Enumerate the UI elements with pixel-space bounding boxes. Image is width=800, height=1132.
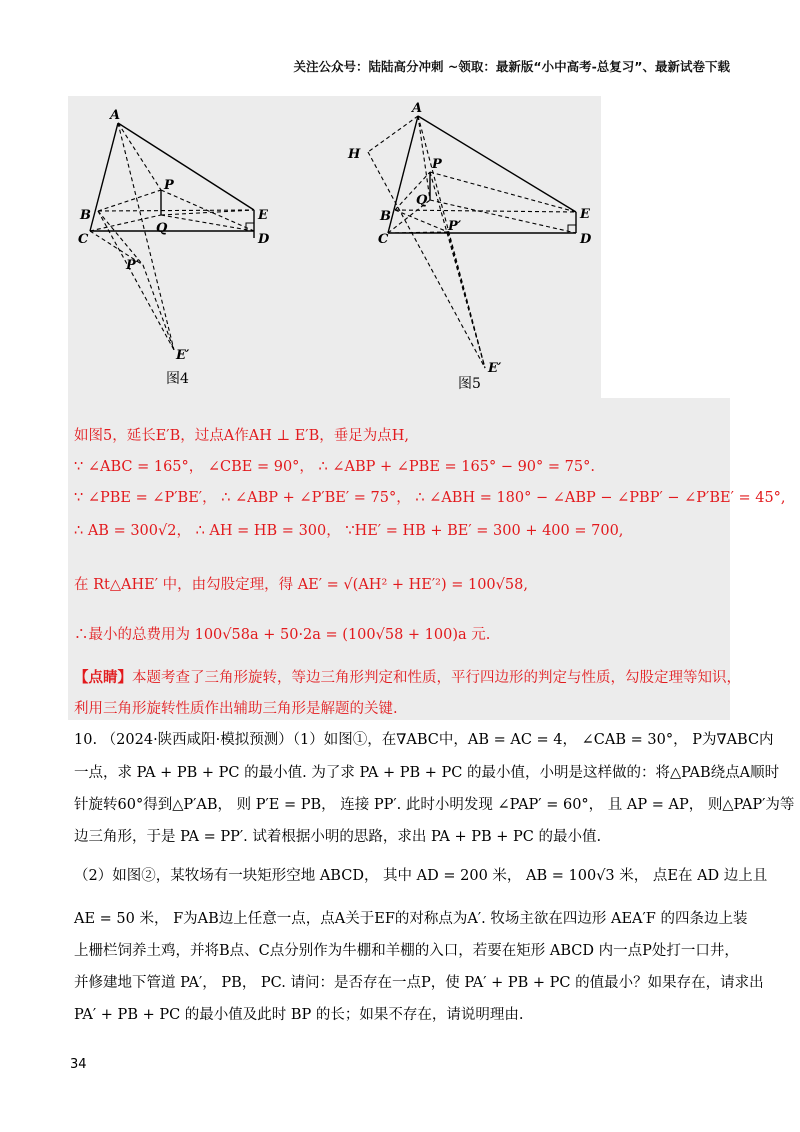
label-P-prime: P′: [126, 258, 140, 273]
solution-line-6: ∴最小的总费用为 100√58a + 50·2a = (100√58 + 100)a 元.: [74, 627, 491, 643]
figure-4: [78, 105, 298, 395]
solution-line-4: ∴ AB = 300√2， ∴ AH = HB = 300， ∵HE′ = HB + BE′ = 300 + 400 = 700,: [74, 523, 624, 539]
solution-line-1: 如图5，延长E′B，过点A作AH ⊥ E′B，垂足为点H,: [74, 428, 409, 444]
label-C: C: [78, 232, 89, 247]
comment-tag: 【点睛】: [74, 669, 132, 686]
page-header: 关注公众号：陆陆高分冲刺 ~领取：最新版“小中高考-总复习”、最新试卷下载: [293, 59, 730, 74]
label-P-prime: P′: [448, 219, 462, 234]
label-Q: Q: [416, 193, 428, 208]
solution-line-5: 在 Rt△AHE′ 中，由勾股定理，得 AE′ = √(AH² + HE′²) = 100√58,: [74, 577, 528, 593]
comment-text-1: 本题考查了三角形旋转，等边三角形判定和性质，平行四边形的判定与性质，勾股定理等知识，: [132, 670, 741, 686]
problem-line-4: 边三角形，于是 PA = PP′. 试着根据小明的思路，求出 PA + PB + PC 的最小值.: [74, 829, 602, 845]
label-B: B: [380, 209, 391, 224]
problem-line-2: 一点，求 PA + PB + PC 的最小值. 为了求 PA + PB + PC 的最小值，小明是这样做的：将△PAB绕点A顺时: [74, 765, 780, 781]
figure-4-caption: 图4: [166, 371, 189, 387]
label-D: D: [580, 232, 592, 247]
label-A: A: [412, 101, 423, 116]
problem-line-3: 针旋转60°得到△P′AB， 则 P′E = PB， 连接 PP′. 此时小明发现 ∠PAP′ = 60°， 且 AP = AP， 则△PAP′为等: [74, 797, 795, 813]
label-Q: Q: [156, 221, 168, 236]
comment-line-1: [74, 668, 741, 688]
label-P: P: [432, 157, 442, 172]
comment-line-2: 利用三角形旋转性质作出辅助三角形是解题的关键.: [74, 701, 398, 717]
page-number: 34: [70, 1057, 87, 1072]
problem-line-8: 并修建地下管道 PA′， PB， PC. 请问：是否存在一点P，使 PA′ + PB + PC 的值最小？如果存在，请求出: [74, 975, 764, 991]
problem-line-6: AE = 50 米， F为AB边上任意一点，点A关于EF的对称点为A′. 牧场主欲在四边形 AEA′F 的四条边上装: [74, 911, 748, 927]
label-B: B: [80, 208, 91, 223]
label-H: H: [348, 147, 361, 162]
problem-line-1: 10. （2024·陕西咸阳·模拟预测）（1）如图①，在∇ABC中，AB = AC = 4， ∠CAB = 30°， P为∇ABC内: [74, 732, 774, 748]
problem-line-7: 上栅栏饲养土鸡，并将B点、C点分别作为牛棚和羊棚的入口，若要在矩形 ABCD 内一点P处打一口井，: [74, 943, 739, 959]
label-E: E: [580, 207, 590, 222]
label-D: D: [258, 232, 270, 247]
figure-5: [340, 100, 600, 395]
label-E-prime: E′: [488, 361, 502, 376]
label-A: A: [110, 108, 121, 123]
label-E-prime: E′: [176, 348, 190, 363]
solution-line-2: ∵ ∠ABC = 165°， ∠CBE = 90°， ∴ ∠ABP + ∠PBE = 165° − 90° = 75°.: [74, 459, 595, 475]
label-E: E: [258, 208, 268, 223]
label-P: P: [164, 178, 174, 193]
figure-5-caption: 图5: [458, 376, 481, 392]
solution-line-3: ∵ ∠PBE = ∠P′BE′， ∴ ∠ABP + ∠P′BE′ = 75°， ∴ ∠ABH = 180° − ∠ABP − ∠PBP′ − ∠P′BE′ = 45°,: [74, 490, 786, 506]
problem-line-9: PA′ + PB + PC 的最小值及此时 BP 的长；如果不存在，请说明理由.: [74, 1007, 524, 1023]
problem-line-5: （2）如图②，某牧场有一块矩形空地 ABCD， 其中 AD = 200 米， AB = 100√3 米， 点E在 AD 边上且: [74, 868, 768, 884]
label-C: C: [378, 232, 389, 247]
